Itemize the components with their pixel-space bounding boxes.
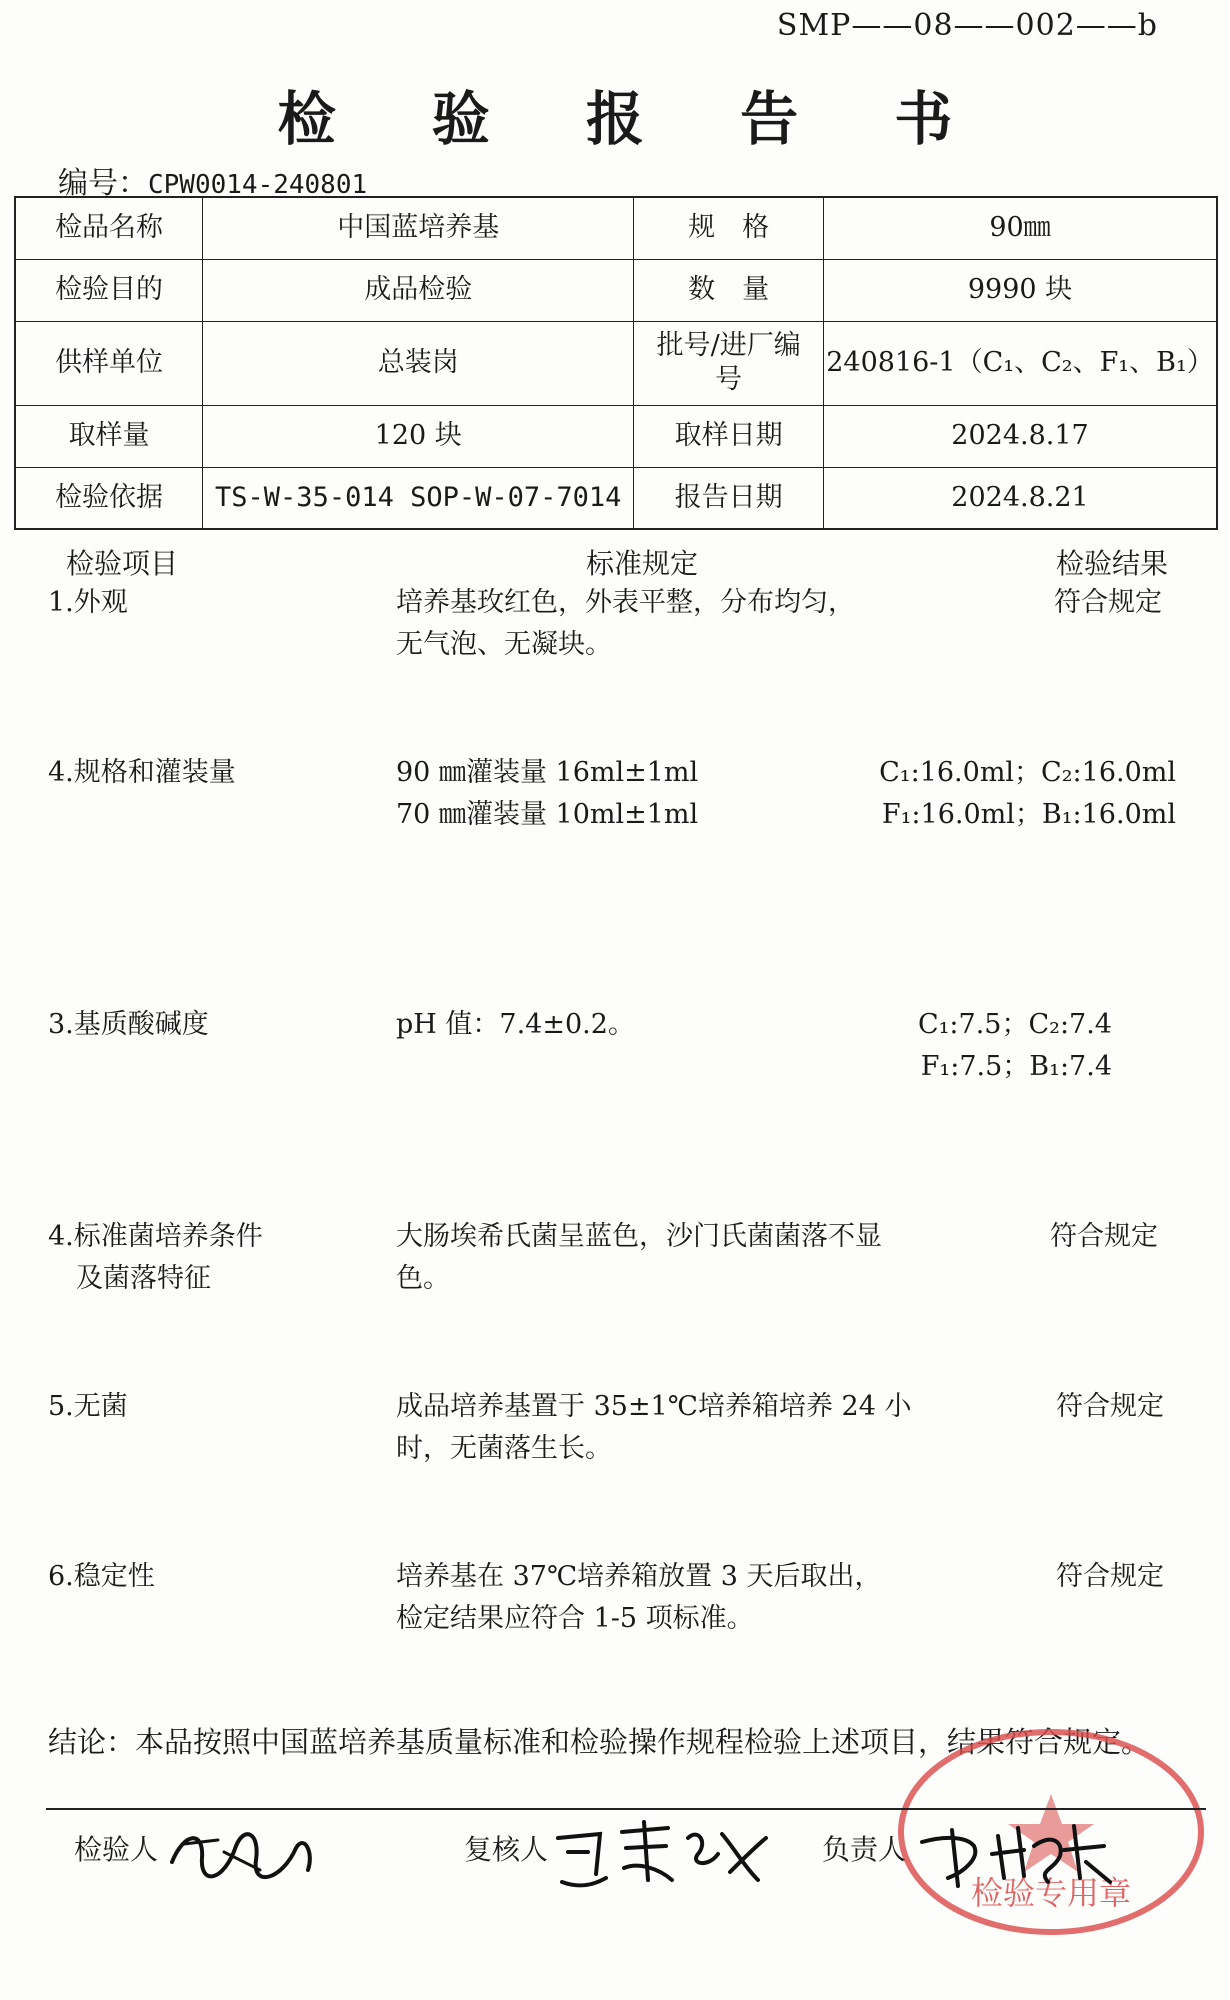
document-code: SMP——08——002——b (776, 8, 1158, 43)
responsible-signature (914, 1806, 1124, 1896)
standard-line: 无气泡、无凝块。 (396, 629, 612, 660)
label-spec: 规 格 (634, 197, 824, 259)
inspector-signature (164, 1812, 324, 1892)
standard-line: 检定结果应符合 1-5 项标准。 (396, 1603, 754, 1634)
report-number-label: 编号： (58, 166, 148, 201)
value-basis: TS-W-35-014 SOP-W-07-7014 (203, 467, 634, 529)
item-name (48, 1216, 263, 1300)
item-name: 3.基质酸碱度 (48, 1009, 209, 1040)
label-basis: 检验依据 (15, 467, 203, 529)
info-table (14, 196, 1218, 530)
value-batch: 240816-1（C₁、C₂、F₁、B₁） (824, 321, 1217, 405)
standard-line: pH 值：7.4±0.2。 (396, 1009, 635, 1040)
item-standard (396, 1386, 936, 1470)
value-sample-name: 中国蓝培养基 (203, 197, 634, 259)
standard-line: 90 ㎜灌装量 16ml±1ml (396, 757, 699, 788)
label-batch: 批号/进厂编号 (634, 321, 824, 405)
item-result: 符合规定 (1050, 1221, 1158, 1252)
result-line: C₁:16.0ml；C₂:16.0ml (879, 757, 1176, 788)
item-name: 5.无菌 (48, 1391, 128, 1422)
label-sample-amount: 取样量 (15, 405, 203, 467)
label-quantity: 数 量 (634, 259, 824, 321)
value-sample-date: 2024.8.17 (824, 405, 1217, 467)
item-result: 符合规定 (1056, 1561, 1164, 1592)
label-report-date: 报告日期 (634, 467, 824, 529)
label-purpose: 检验目的 (15, 259, 203, 321)
table-row (15, 467, 1217, 529)
stamp-text: 检验专用章 (970, 1874, 1132, 1912)
result-line: F₁:16.0ml；B₁:16.0ml (881, 799, 1176, 830)
inspector-label: 检验人 (74, 1833, 159, 1866)
item-result: 符合规定 (1056, 1391, 1164, 1422)
label-sample-date: 取样日期 (634, 405, 824, 467)
item-name: 4.规格和灌装量 (48, 757, 236, 788)
standard-line: 色。 (396, 1263, 450, 1294)
item-standard (396, 1004, 916, 1046)
value-spec: 90㎜ (824, 197, 1217, 259)
value-purpose: 成品检验 (203, 259, 634, 321)
item-standard (396, 582, 916, 666)
item-result (918, 1004, 1112, 1088)
standard-line: 培养基在 37℃培养箱放置 3 天后取出， (396, 1561, 882, 1592)
table-row (15, 197, 1217, 259)
value-supplier: 总装岗 (203, 321, 634, 405)
value-quantity: 9990 块 (824, 259, 1217, 321)
standard-line: 70 ㎜灌装量 10ml±1ml (396, 799, 699, 830)
page-title: 检 验 报 告 书 (277, 85, 991, 153)
item-result: 符合规定 (1054, 587, 1162, 618)
item-standard (396, 1556, 916, 1640)
label-sample-name: 检品名称 (15, 197, 203, 259)
report-number-value: CPW0014-240801 (148, 170, 368, 200)
table-row (15, 321, 1217, 405)
signature-row (46, 1812, 1216, 1902)
item-standard (396, 1216, 916, 1300)
standard-line: 时，无菌落生长。 (396, 1433, 612, 1464)
reviewer-label: 复核人 (464, 1833, 549, 1866)
label-supplier: 供样单位 (15, 321, 203, 405)
value-sample-amount: 120 块 (203, 405, 634, 467)
value-report-date: 2024.8.21 (824, 467, 1217, 529)
item-name: 6.稳定性 (48, 1561, 155, 1592)
result-line: C₁:7.5；C₂:7.4 (917, 1009, 1112, 1040)
conclusion: 结论：本品按照中国蓝培养基质量标准和检验操作规程检验上述项目，结果符合规定。 (48, 1725, 1151, 1759)
header-item: 检验项目 (66, 547, 179, 580)
table-row (15, 259, 1217, 321)
responsible-label: 负责人 (822, 1833, 907, 1866)
item-name-line: 4.标准菌培养条件 (48, 1221, 263, 1252)
standard-line: 大肠埃希氏菌呈蓝色，沙门氏菌菌落不显 (396, 1221, 882, 1252)
item-name-line: 及菌落特征 (76, 1263, 211, 1294)
item-name: 1.外观 (48, 587, 128, 618)
result-line: F₁:7.5；B₁:7.4 (920, 1051, 1112, 1082)
standard-line: 培养基玫红色，外表平整，分布均匀， (396, 587, 855, 618)
item-standard (396, 752, 916, 836)
header-standard: 标准规定 (586, 547, 699, 580)
table-row (15, 405, 1217, 467)
header-result: 检验结果 (1055, 547, 1168, 580)
standard-line: 成品培养基置于 35±1℃培养箱培养 24 小 (396, 1391, 912, 1422)
reviewer-signature (548, 1808, 778, 1898)
item-result (879, 752, 1176, 836)
